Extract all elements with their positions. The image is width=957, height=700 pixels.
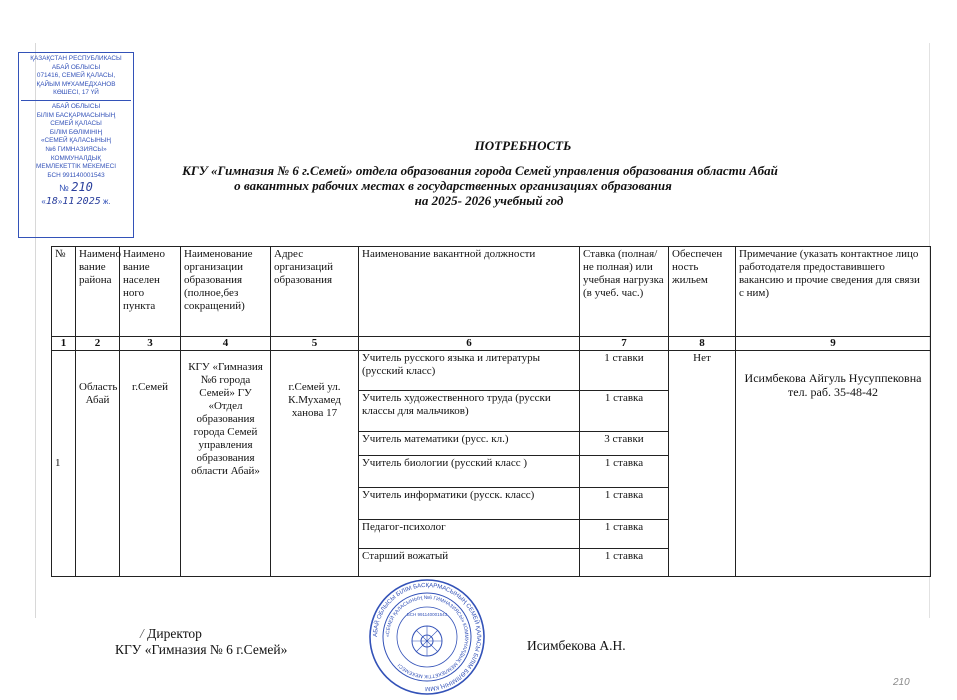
- position-rate: 1 ставка: [580, 520, 669, 549]
- stamp-org-line: АБАЙ ОБЛЫСЫ: [51, 102, 101, 110]
- position-title: Педагог-психолог: [359, 520, 580, 549]
- stamp-org-line: БІЛІМ БАСҚАРМАСЫНЫҢ: [36, 111, 116, 119]
- column-number: 4: [181, 337, 271, 351]
- signature-name: Исимбекова А.Н.: [527, 638, 626, 653]
- stamp-org-line: БІЛІМ БӨЛІМІНІҢ: [49, 128, 103, 136]
- position-title: Учитель информатики (русск. класс): [359, 488, 580, 520]
- registration-stamp: [18, 52, 134, 238]
- address-cell: г.Семей ул. К.Мухамед ханова 17: [271, 351, 359, 577]
- seal-outer-text: АБАЙ ОБЛЫСЫ БІЛІМ БАСҚАРМАСЫНЫҢ СЕМЕЙ ҚАЛАСЫ БІЛІМ БӨЛІМІНІҢ КММ: [372, 582, 482, 692]
- stamp-org-line: «СЕМЕЙ ҚАЛАСЫНЫҢ: [41, 137, 111, 145]
- stamp-kz-line: ҚАЗАҚСТАН РЕСПУБЛИКАСЫ: [30, 55, 122, 62]
- stamp-kz-line: КӨШЕСІ, 17 ҮЙ: [53, 89, 99, 97]
- signature-mark: /: [140, 626, 148, 641]
- stamp-date-month: 11: [62, 195, 75, 207]
- column-number: 2: [76, 337, 120, 351]
- position-rate: 1 ставка: [580, 391, 669, 432]
- column-number-row: [52, 337, 931, 351]
- header-cell: Наименование организации образования (полное,без сокращений): [181, 247, 271, 337]
- seal-inner-text: «СЕМЕЙ ҚАЛАСЫНЫҢ №6 ГИМНАЗИЯСЫ» КОММУНАЛДЫҚ МЕМЛЕКЕТТІК МЕКЕМЕСІ: [384, 594, 470, 680]
- stamp-date-year: 2025: [76, 195, 101, 207]
- position-rate: 1 ставка: [580, 456, 669, 488]
- table-header-row: [52, 247, 931, 337]
- stamp-org-line: СЕМЕЙ ҚАЛАСЫ: [50, 120, 102, 128]
- stamp-reg-date: «18»11 2025 ж.: [41, 195, 111, 207]
- title-line-3: на 2025- 2026 учебный год: [414, 193, 564, 208]
- column-number: 6: [359, 337, 580, 351]
- position-rate: 1 ставки: [580, 351, 669, 391]
- column-number: 9: [736, 337, 931, 351]
- vacancy-table: [51, 246, 931, 577]
- position-title: Учитель русского языка и литературы (русский класс): [359, 351, 580, 391]
- stamp-date-suffix: ж.: [102, 196, 111, 206]
- header-cell: Наименование вакантной должности: [359, 247, 580, 337]
- seal-bin: БСН 991140001543: [406, 612, 448, 617]
- stamp-org-line: КОММУНАЛДЫҚ: [50, 154, 102, 162]
- column-number: 3: [120, 337, 181, 351]
- stamp-kz-line: АБАЙ ОБЛЫСЫ: [51, 63, 101, 71]
- stamp-date-day: 18: [45, 195, 58, 207]
- contact-name: Исимбекова Айгуль Нусуппековна: [744, 371, 922, 385]
- housing-cell: Нет: [669, 351, 736, 577]
- row-number: 1: [52, 351, 76, 577]
- stamp-number-prefix: №: [59, 183, 69, 194]
- round-seal: [368, 578, 486, 696]
- position-rate: 1 ставка: [580, 488, 669, 520]
- header-cell: Обеспечен ность жильем: [669, 247, 736, 337]
- header-cell: Наимено вание населен ного пункта: [120, 247, 181, 337]
- title-line-2: о вакантных рабочих местах в государственных организациях образования: [234, 178, 672, 193]
- stamp-org-line: БСН 991140001543: [47, 171, 105, 179]
- column-number: 8: [669, 337, 736, 351]
- signature-organization: КГУ «Гимназия № 6 г.Семей»: [115, 642, 288, 657]
- region-cell: Область Абай: [76, 351, 120, 577]
- contact-cell: [736, 351, 931, 577]
- signature-position: [140, 626, 202, 642]
- stamp-number-value: 210: [71, 180, 93, 195]
- stamp-org-line: №6 ГИМНАЗИЯСЫ»: [45, 145, 107, 153]
- page-note: 210: [893, 677, 910, 688]
- emblem-icon: [412, 626, 442, 656]
- table-row: [52, 351, 931, 391]
- column-number: 7: [580, 337, 669, 351]
- stamp-divider: [21, 100, 131, 101]
- header-cell: Наимено вание района: [76, 247, 120, 337]
- signature-position-label: Директор: [147, 626, 202, 641]
- column-number: 1: [52, 337, 76, 351]
- position-title: Старший вожатый: [359, 549, 580, 577]
- stamp-kz-line: ҚАЙЫМ МҰХАМЕДХАНОВ: [36, 80, 116, 88]
- header-cell: Примечание (указать контактное лицо работодателя предоставившего вакансию и прочие сведения для связи с ним): [736, 247, 931, 337]
- locality-cell: г.Семей: [120, 351, 181, 577]
- position-title: Учитель математики (русс. кл.): [359, 432, 580, 456]
- header-cell: Ставка (полная/ не полная) или учебная нагрузка (в учеб. час.): [580, 247, 669, 337]
- stamp-kz-line: 071416, СЕМЕЙ ҚАЛАСЫ,: [36, 72, 116, 80]
- header-cell: Адрес организаций образования: [271, 247, 359, 337]
- column-number: 5: [271, 337, 359, 351]
- position-rate: 1 ставка: [580, 549, 669, 577]
- position-rate: 3 ставки: [580, 432, 669, 456]
- document-title: [130, 138, 830, 208]
- contact-phone: тел. раб. 35-48-42: [788, 385, 878, 399]
- organization-cell: КГУ «Гимназия №6 города Семей» ГУ «Отдел образования города Семей управления образования области Абай»: [181, 351, 271, 577]
- position-title: Учитель биологии (русский класс ): [359, 456, 580, 488]
- position-title: Учитель художественного труда (русски классы для мальчиков): [359, 391, 580, 432]
- title-line-1: КГУ «Гимназия № 6 г.Семей» отдела образования города Семей управления образования области Абай: [182, 163, 778, 178]
- title-heading: ПОТРЕБНОСТЬ: [474, 138, 572, 153]
- header-cell: №: [52, 247, 76, 337]
- stamp-org-line: МЕМЛЕКЕТТІК МЕКЕМЕСІ: [36, 163, 116, 171]
